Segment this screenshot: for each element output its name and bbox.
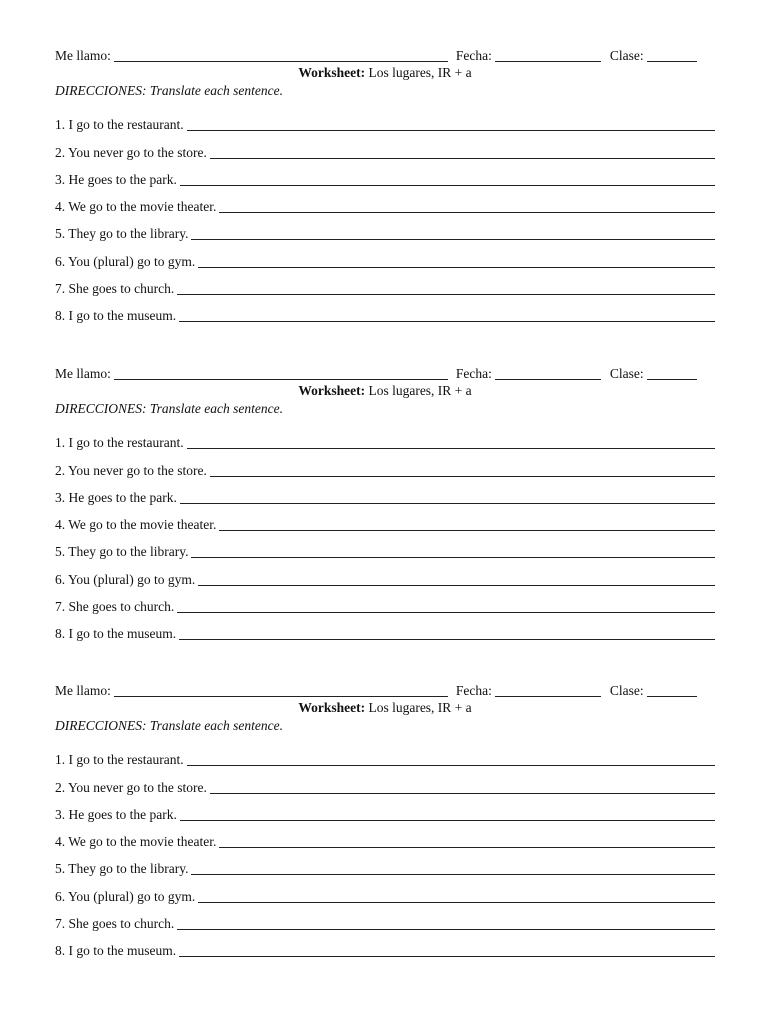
- answer-blank[interactable]: [177, 600, 715, 613]
- sentence-item: [55, 798, 715, 825]
- sentence-item: [55, 217, 715, 244]
- sentence-item: [55, 272, 715, 299]
- worksheet-title: [55, 382, 715, 400]
- answer-blank[interactable]: [210, 146, 715, 159]
- answer-blank[interactable]: [198, 573, 715, 586]
- answer-blank[interactable]: [180, 808, 715, 821]
- sentence-text: 5. They go to the library.: [55, 861, 189, 877]
- answer-blank[interactable]: [179, 627, 715, 640]
- name-label: Me llamo:: [55, 366, 111, 381]
- sentence-text: 7. She goes to church.: [55, 599, 175, 615]
- answer-blank[interactable]: [198, 255, 715, 268]
- class-blank[interactable]: [647, 682, 697, 697]
- date-label: Fecha:: [455, 48, 492, 63]
- date-blank[interactable]: [495, 365, 601, 380]
- sentence-text: 1. I go to the restaurant.: [55, 117, 184, 133]
- name-blank[interactable]: [114, 365, 448, 380]
- answer-blank[interactable]: [179, 309, 715, 322]
- directions-text: DIRECCIONES: Translate each sentence.: [55, 401, 283, 416]
- answer-blank[interactable]: [219, 835, 715, 848]
- name-label: Me llamo:: [55, 48, 111, 63]
- answer-blank[interactable]: [198, 890, 715, 903]
- sentence-text: 3. He goes to the park.: [55, 171, 177, 187]
- sentence-list: [55, 743, 715, 961]
- sentence-text: 3. He goes to the park.: [55, 489, 177, 505]
- sentence-text: 8. I go to the museum.: [55, 308, 177, 324]
- worksheet-title-topic: Los lugares, IR + a: [365, 65, 472, 80]
- answer-blank[interactable]: [191, 227, 715, 240]
- sentence-item: [55, 190, 715, 217]
- sentence-item: [55, 163, 715, 190]
- class-blank[interactable]: [647, 365, 697, 380]
- sentence-item: [55, 453, 715, 480]
- student-info-row: [55, 681, 715, 701]
- sentence-item: [55, 562, 715, 589]
- sentence-item: [55, 481, 715, 508]
- sentence-item: [55, 508, 715, 535]
- class-label: Clase:: [609, 366, 644, 381]
- answer-blank[interactable]: [210, 781, 715, 794]
- sentence-text: 6. You (plural) go to gym.: [55, 571, 196, 587]
- sentence-item: [55, 135, 715, 162]
- answer-blank[interactable]: [210, 464, 715, 477]
- sentence-text: 8. I go to the museum.: [55, 943, 177, 959]
- name-blank[interactable]: [114, 47, 448, 62]
- answer-blank[interactable]: [180, 491, 715, 504]
- sentence-list: [55, 426, 715, 644]
- answer-blank[interactable]: [179, 944, 715, 957]
- sentence-item: [55, 590, 715, 617]
- sentence-text: 6. You (plural) go to gym.: [55, 253, 196, 269]
- student-info-row: [55, 46, 715, 66]
- sentence-item: [55, 770, 715, 797]
- sentence-text: 8. I go to the museum.: [55, 626, 177, 642]
- sentence-item: [55, 299, 715, 326]
- sentence-text: 1. I go to the restaurant.: [55, 752, 184, 768]
- sentence-item: [55, 244, 715, 271]
- student-info-row: [55, 364, 715, 384]
- sentence-text: 2. You never go to the store.: [55, 779, 207, 795]
- date-label: Fecha:: [455, 366, 492, 381]
- sentence-item: [55, 907, 715, 934]
- sentence-text: 5. They go to the library.: [55, 544, 189, 560]
- worksheet-title-label: Worksheet:: [298, 700, 366, 715]
- sentence-list: [55, 108, 715, 326]
- class-blank[interactable]: [647, 47, 697, 62]
- worksheet-copy-2: [55, 364, 715, 644]
- sentence-item: [55, 879, 715, 906]
- sentence-text: 1. I go to the restaurant.: [55, 435, 184, 451]
- worksheet-title-label: Worksheet:: [298, 383, 366, 398]
- answer-blank[interactable]: [177, 282, 715, 295]
- sentence-text: 6. You (plural) go to gym.: [55, 888, 196, 904]
- sentence-text: 2. You never go to the store.: [55, 462, 207, 478]
- sentence-text: 4. We go to the movie theater.: [55, 517, 217, 533]
- name-label: Me llamo:: [55, 683, 111, 698]
- answer-blank[interactable]: [219, 518, 715, 531]
- sentence-text: 4. We go to the movie theater.: [55, 199, 217, 215]
- worksheet-copy-3: [55, 681, 715, 961]
- answer-blank[interactable]: [191, 862, 715, 875]
- sentence-item: [55, 743, 715, 770]
- answer-blank[interactable]: [191, 545, 715, 558]
- name-blank[interactable]: [114, 682, 448, 697]
- sentence-item: [55, 934, 715, 961]
- date-label: Fecha:: [455, 683, 492, 698]
- worksheet-copy-1: [55, 46, 715, 326]
- answer-blank[interactable]: [187, 118, 715, 131]
- class-label: Clase:: [609, 48, 644, 63]
- date-blank[interactable]: [495, 682, 601, 697]
- sentence-item: [55, 535, 715, 562]
- sentence-text: 5. They go to the library.: [55, 226, 189, 242]
- sentence-text: 7. She goes to church.: [55, 281, 175, 297]
- sentence-item: [55, 426, 715, 453]
- directions-text: DIRECCIONES: Translate each sentence.: [55, 718, 283, 733]
- date-blank[interactable]: [495, 47, 601, 62]
- answer-blank[interactable]: [177, 917, 715, 930]
- sentence-text: 2. You never go to the store.: [55, 144, 207, 160]
- answer-blank[interactable]: [187, 753, 715, 766]
- sentence-text: 3. He goes to the park.: [55, 806, 177, 822]
- sentence-item: [55, 852, 715, 879]
- directions-text: DIRECCIONES: Translate each sentence.: [55, 83, 283, 98]
- worksheet-title-topic: Los lugares, IR + a: [365, 383, 472, 398]
- sentence-text: 7. She goes to church.: [55, 916, 175, 932]
- answer-blank[interactable]: [180, 173, 715, 186]
- worksheet-title: [55, 699, 715, 717]
- class-label: Clase:: [609, 683, 644, 698]
- worksheet-title: [55, 64, 715, 82]
- answer-blank[interactable]: [219, 200, 715, 213]
- answer-blank[interactable]: [187, 436, 715, 449]
- sentence-text: 4. We go to the movie theater.: [55, 834, 217, 850]
- sentence-item: [55, 108, 715, 135]
- sentence-item: [55, 825, 715, 852]
- worksheet-title-label: Worksheet:: [298, 65, 366, 80]
- worksheet-title-topic: Los lugares, IR + a: [365, 700, 472, 715]
- sentence-item: [55, 617, 715, 644]
